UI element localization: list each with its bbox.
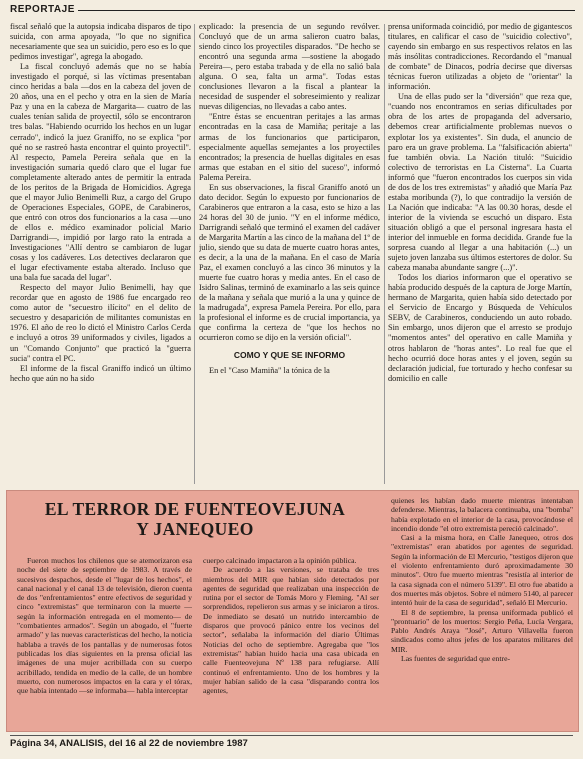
box-column-1: [17, 556, 192, 724]
footer-text: Página 34, ANALISIS, del 16 al 22 de noviembre 1987: [10, 738, 248, 749]
paragraph: Fueron muchos los chilenos que se atemorizaron esa noche del siete de septiembre de 1983. A través de sucesivos despachos, desde el "lugar de los hechos", el canal nacional y el canal 13 de televisión, dieron cuenta de dos "enfrentamientos" entre efectivos de seguridad y cinco "extremistas" que terminaron con la muerte —según la información entregada en el momento— de "combatientes armados". Según un abogado, el "fuerte armado" y las nuevas características del hecho, la noticia hablaba a través de los pantallas y de numerosas fotos publicadas los días siguientes en la prensa oficial las imágenes de una mujer acribillada con su cuerpo acribillado, tendida en medio de la calle, de un hombre muerto, con numerosos impactos en la cara y el tórax, que había intentado —se informaba— habla interceptar: [17, 556, 192, 696]
column-divider: [194, 24, 195, 484]
section-label: REPORTAJE: [10, 4, 75, 15]
box-column-2: [203, 556, 379, 724]
subheading: COMO Y QUE SE INFORMO: [233, 349, 346, 360]
paragraph: El informe de la fiscal Graniffo indicó un último hecho que aún no ha sido: [10, 363, 191, 383]
column-divider: [384, 24, 385, 484]
paragraph: fiscal señaló que la autopsia indicaba disparos de tipo suicida, con arma apoyada, "lo que no significa necesariamente que sea un suicidio, pero eso es lo que pedimos investigar", agrega la abogado.: [10, 22, 191, 62]
page-header: [8, 4, 575, 18]
paragraph: El 8 de septiembre, la prensa uniformada publicó el "prontuario" de los muertos: Sergio Peña, Lucía Vergara, Pablo Andrés Araya "José", Arturo Villavella fueron sindicados como altos jefes de los aparatos militares del MIR.: [391, 607, 573, 654]
paragraph: Todos los diarios informaron que el operativo se había producido después de la captura de Jorge Martín, hermano de Margarita, quien había sido detectado por el Servicio de Encargo y Búsqueda de Vehículos SEBV, de Carabineros, conduciendo un auto robado. Sin embargo, unos dijeron que el arresto se produjo "momentos antes" del operativo en calle Mamiña y otros hablaron de "horas antes". Lo real fue que el hecho ocurrió doce horas antes y el joven, según su declaración judicial, fue torturado y hecho confesar su domicilio en calle: [388, 273, 572, 383]
page-footer: [10, 738, 573, 752]
paragraph: La fiscal concluyó además que no se había investigado el porqué, si las víctimas presentaban cinco heridas a bala —dos en la cabeza del joven de 20 años, una en el pecho y otra en la sien de María Paz y una en la cabeza de Margarita— cuatro de las cuales tenían salida de proyectil, sólo se encontraron tres balas. "Habiendo ocurrido los hechos en un lugar cerrado", indicó la juez Graniffo, no se explica "por qué no se rastreó hasta encontrar el quinto proyectil". Al respecto, Pamela Pereira señala que en la investigación sumaria quedó claro que el lugar fue completamente alterado antes de permitir la entrada de los peritos de la Brigada de Homicidios. Agrega que el mayor Julio Benimelli Ruz, a cargo del Grupo de Operaciones Especiales, GOPE, de Carabineros, que entró con otros dos funcionarios a la casa —uno de ellos e. médico examinador policial Mario Darrigrandi—, impidió por largo rato la entrada a Investigaciones "Allí dentro se cambiaron de lugar cosas y los cadáveres. Los detectives declararon que el lugar efectivamente estaba alterado. Incluso que una bala fue sacada del lugar".: [10, 62, 191, 283]
paragraph: Una de ellas pudo ser la "diversión" que reza que, "cuando nos encontramos en serias dificultades por obra de los artes de propaganda del adversario, debemos crear artificialmente problemas nuevos o explotar los ya existentes". Sin duda, el anuncio de paro era un grave problema. La "falsificación abierta" fue también obvia. La Nación tituló: "Suicidio colectivo de terroristas en La Cisterna". La Cuarta informó que "fueron encontrados los cuerpos sin vida de dos de los tres extremistas" y añadió que María Paz estaba moribunda (?), lo que contradijo la versión de La Nación que indicaba: "A las 00.30 horas, desde el interior de la vivienda se escuchó un disparo. Esta situación obligó a que el personal ingresara hasta el interior del inmueble en forma decidida. Grande fue la sorpresa cuando al llegar a una habitación (...) un sujeto joven lanzaba sus últimos estertores de dolor. Su cabeza manaba abundante sangre (...)".: [388, 92, 572, 273]
box-title: [15, 499, 375, 539]
box-title-line: Y JANEQUEO: [136, 519, 254, 539]
article-column-1: [10, 22, 191, 486]
header-rule: [78, 10, 575, 11]
paragraph: Casi a la misma hora, en Calle Janequeo, otros dos "extremistas" eran abatidos por agentes de seguridad. Según la información de El Mercurio, "testigos dijeron que el violento enfrentamiento duró aproximadamente 30 minutos". Otro fue muerto mientras "resistía al interior de la casa signada con el número 5139". El otro fue abatido a dos muertes más objetos. Sobre el número 5140, al parecer intentó huir de la casa de seguridad", señaló El Mercurio.: [391, 533, 573, 608]
paragraph: De acuerdo a las versiones, se trataba de tres miembros del MIR que habían sido detectados por agentes de seguridad que realizaban una inspección de rutina por el sector de Tomás Moro y Fleming. "Al ser sorprendidos, repelieron sus armas y se iniciaron a tiros. De inmediato se desató un nutrido intercambio de disparos que provocó pánico entre los vecinos del sector", señalaba la información del diario Últimas Noticias del ocho de septiembre. Agregaba que "los extremistas" habían huido hacia una casa ubicada en calle Fuenteovejuna Nº 138 para refugiarse. Allí continuó el enfrentamiento. Uno de los hombres y la mujer habían salido de la casa "disparando contra los agentes,: [203, 565, 379, 696]
paragraph: Respecto del mayor Julio Benimelli, hay que recordar que en agosto de 1986 fue encargado reo como autor de "secuestro ilícito" en el delito de secuestro y desaparición de militantes comunistas en 1976. El año de reo lo dictó el Ministro Carlos Cerda e incluyó a otros 39 uniformados y civiles, ligados a un "Comando Conjunto" que practicó la "guerra sucia" contra el PC.: [10, 283, 191, 363]
paragraph: cuerpo calcinado impactaron a la opinión pública.: [203, 556, 357, 565]
paragraph: En sus observaciones, la fiscal Graniffo anotó un dato decidor. Según lo expuesto por funcionarios de Carabineros que entraron a la casa, esto se hizo a las 24 horas del 30 de junio. "Y en el informe médico, Darrigrandi señaló que terminó el examen del cadáver de Margarita Martín a las cinco de la mañana del 1º de julio, siendo que su data de muerte cuatro horas antes, es decir, a la una de la mañana. En el caso de María Paz, el examen concluyó a las cinco 36 minutos y la muerte fue cuatro horas y media antes. En el caso de Isidro Salinas, terminó de examinarlo a las seis quince de la mañana y señala que murió a la una y quince de la madrugada", expresa Pamela Pereira. Por ello, para la profesional el informe es de crucial importancia, ya que confirma la certeza de "que los hechos no ocurrieron como se dijo en la versión oficial".: [199, 182, 380, 343]
sidebar-box: [6, 490, 579, 732]
box-title-line: EL TERROR DE FUENTEOVEJUNA: [44, 499, 346, 519]
article-column-3: [388, 22, 572, 486]
paragraph: quienes les habían dado muerte mientras intentaban defenderse. Mientras, la balacera continuaba, una "bomba" había explotado en el interior de la casa, provocándose el incendio donde "el otro extremista pereció calcinado".: [391, 496, 573, 533]
paragraph: explicado: la presencia de un segundo revólver. Concluyó que de un arma salieron cuatro balas, siendo cinco los proyectiles disparados. "De hecho se encontró una segunda arma —sostiene la abogado Pereira—, pero estaba trabada y de ella no salió bala alguna. O sea, falta un arma". Todas estas conclusiones llevaron a la fiscal a plantear la necesidad de suspender el sobreseimiento y realizar nuevas diligencias, no llevadas a cabo antes.: [199, 22, 380, 112]
article-column-2: [199, 22, 380, 486]
paragraph: "Entre éstas se encuentran peritajes a las armas encontradas en la casa de Mamiña; peritaje a las armas de los funcionarios que participaron, especialmente aquellas semejantes a los proyectiles encontrados; la presencia de huellas digitales en esas armas que estaban en el sitio del suceso", informó Palema Pereira.: [199, 112, 380, 182]
box-column-3: [391, 496, 573, 725]
paragraph: En el "Caso Mamiña" la tónica de la: [209, 365, 330, 375]
paragraph: prensa uniformada coincidió, por medio de gigantescos titulares, en calificar el caso de "suicidio colectivo", cayendo sin embargo en sus respectivos relatos en las más insólitas contradicciones. Recordando el "manual de combate" de Dinacos, podría decirse que diversas técnicas fueron utilizadas a objeto de "orientar" la información.: [388, 22, 572, 92]
footer-rule: [10, 735, 573, 736]
paragraph: Las fuentes de seguridad que entre-: [401, 654, 511, 664]
